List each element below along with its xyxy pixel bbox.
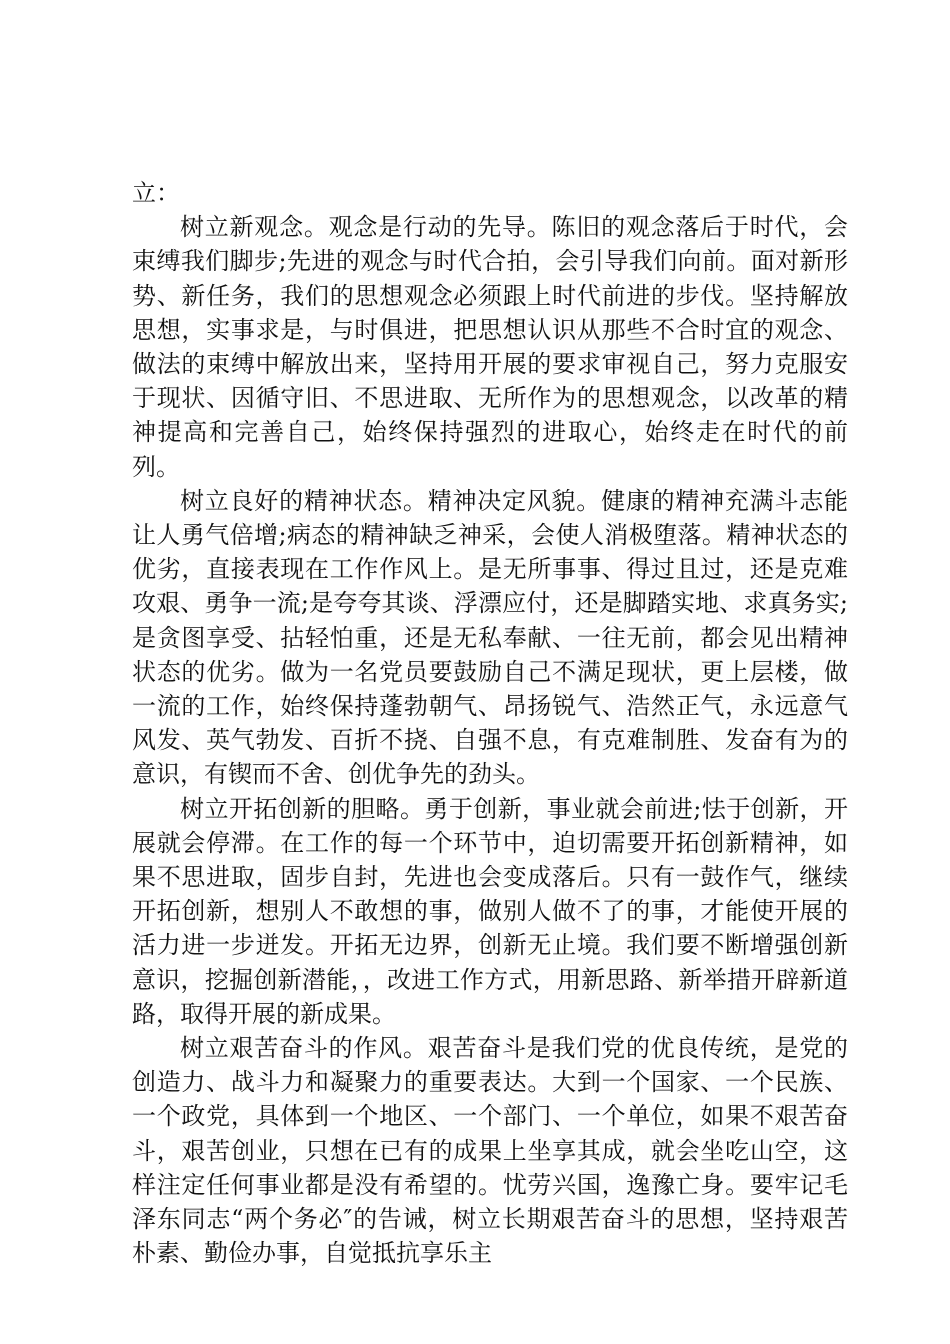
paragraph-hard-work: 树立艰苦奋斗的作风。艰苦奋斗是我们党的优良传统，是党的创造力、战斗力和凝聚力的重要表达。大到一个国家、一个民族、一个政党，具体到一个地区、一个部门、一个单位，如果不艰苦奋斗，艰苦创业，只想在已有的成果上坐享其成，就会坐吃山空，这样注定任何事业都是没有希望的。忧劳兴国，逸豫亡身。要牢记毛泽东同志“两个务必″的告诫，树立长期艰苦奋斗的思想，坚持艰苦朴素、勤俭办事，自觉抵抗享乐主 [132, 1034, 848, 1268]
lead-fragment: 立： [132, 179, 180, 207]
paragraph-innovation: 树立开拓创新的胆略。勇于创新，事业就会前进;怯于创新，开展就会停滞。在工作的每一个环节中，迫切需要开拓创新精神，如果不思进取，固步自封，先进也会变成落后。只有一鼓作气，继续开拓创新，想别人不敢想的事，做别人做不了的事，才能使开展的活力进一步迸发。开拓无边界，创新无止境。我们要不断增强创新意识，挖掘创新潜能，，改进工作方式，用新思路、新举措开辟新道路，取得开展的新成果。 [132, 794, 848, 1028]
paragraph-spiritual-state: 树立良好的精神状态。精神决定风貌。健康的精神充满斗志能让人勇气倍增;病态的精神缺乏神采，会使人消极堕落。精神状态的优劣，直接表现在工作作风上。是无所事事、得过且过，还是克难攻艰、勇争一流;是夸夸其谈、浮漂应付，还是脚踏实地、求真务实;是贪图享受、拈轻怕重，还是无私奉献、一往无前，都会见出精神状态的优劣。做为一名党员要鼓励自己不满足现状，更上层楼，做一流的工作，始终保持蓬勃朝气、昂扬锐气、浩然正气，永远意气风发、英气勃发、百折不挠、自强不息，有克难制胜、发奋有为的意识，有锲而不舍、创优争先的劲头。 [132, 486, 848, 789]
paragraph-new-concepts: 树立新观念。观念是行动的先导。陈旧的观念落后于时代，会束缚我们脚步;先进的观念与时代合拍，会引导我们向前。面对新形势、新任务，我们的思想观念必须跟上时代前进的步伐。坚持解放思想，实事求是，与时俱进，把思想认识从那些不合时宜的观念、做法的束缚中解放出来，坚持用开展的要求审视自己，努力克服安于现状、因循守旧、不思进取、无所作为的思想观念，以改革的精神提高和完善自己，始终保持强烈的进取心，始终走在时代的前列。 [132, 213, 848, 481]
document-body [132, 176, 848, 1271]
